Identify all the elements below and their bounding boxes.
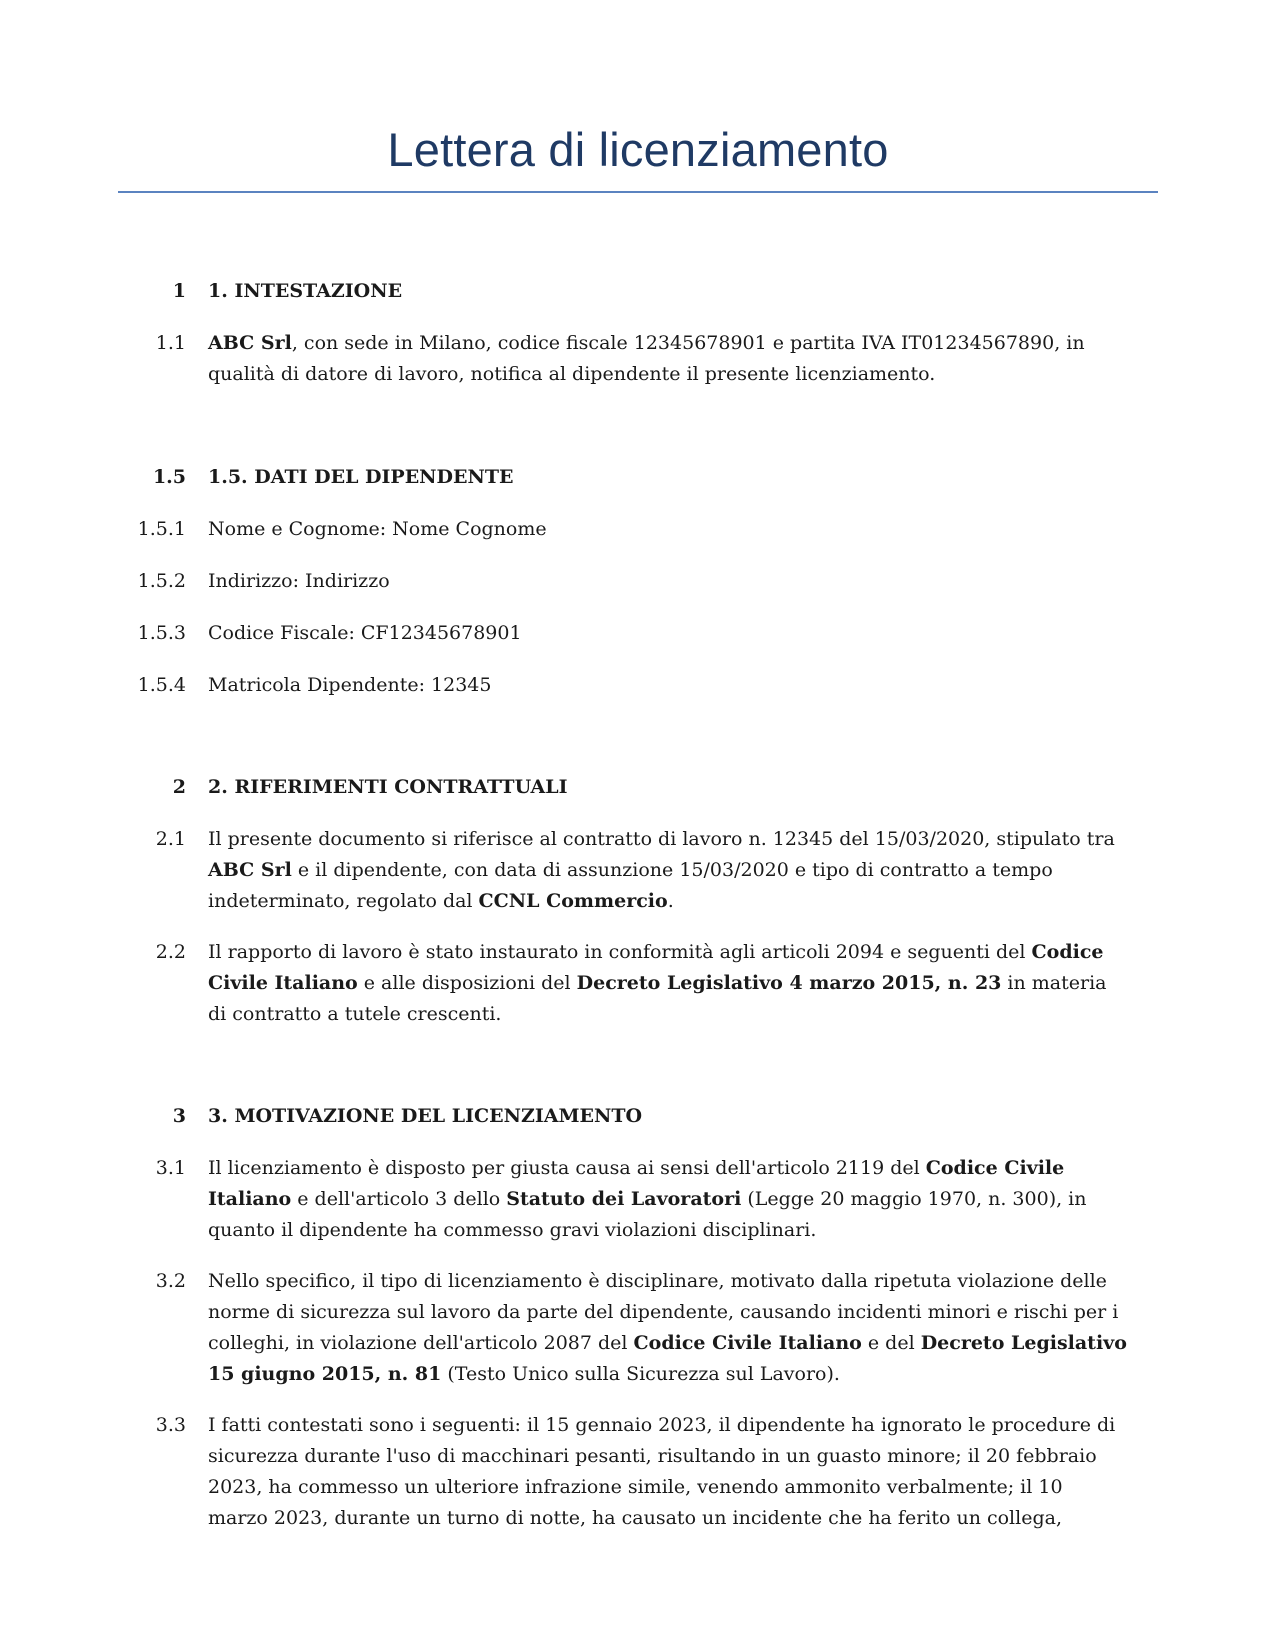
section-title: 1. INTESTAZIONE xyxy=(208,280,403,302)
paragraph-number: 3.3 xyxy=(155,1414,186,1436)
item-text: Codice Fiscale: CF12345678901 xyxy=(208,622,522,644)
item-number: 1.5.3 xyxy=(137,622,186,644)
item-number: 1.5.1 xyxy=(137,518,186,540)
company-name: ABC Srl xyxy=(208,332,292,354)
paragraph-number: 1.1 xyxy=(155,332,186,354)
section-number: 1 xyxy=(172,280,186,302)
section-number: 2 xyxy=(172,776,186,798)
paragraph-number: 3.2 xyxy=(155,1270,186,1292)
item-number: 1.5.4 xyxy=(137,674,186,696)
item-number: 1.5.2 xyxy=(137,570,186,592)
paragraph-text: ABC Srl, con sede in Milano, codice fiscale 12345678901 e partita IVA IT01234567890, in qualità di datore di lavoro, notifica al dipendente il presente licenziamento. xyxy=(208,332,1085,385)
title-underline xyxy=(118,191,1158,193)
paragraph-number: 2.2 xyxy=(155,941,186,963)
section-number: 1.5 xyxy=(152,466,186,488)
paragraph-text: Il licenziamento è disposto per giusta causa ai sensi dell'articolo 2119 del Codice Civile Italiano e dell'articolo 3 dello Statuto dei Lavoratori (Legge 20 maggio 1970, n. 300), in quanto il dipendente ha commesso gravi violazioni disciplinari. xyxy=(208,1157,1087,1241)
section-title: 2. RIFERIMENTI CONTRATTUALI xyxy=(208,776,568,798)
paragraph-text: Il rapporto di lavoro è stato instaurato in conformità agli articoli 2094 e seguenti del Codice Civile Italiano e alle disposizioni del Decreto Legislativo 4 marzo 2015, n. 23 in materia di contratto a tutele crescenti. xyxy=(208,941,1107,1025)
item-text: Indirizzo: Indirizzo xyxy=(208,570,390,592)
section-title: 3. MOTIVAZIONE DEL LICENZIAMENTO xyxy=(208,1105,643,1127)
paragraph-number: 2.1 xyxy=(155,828,186,850)
item-text: Nome e Cognome: Nome Cognome xyxy=(208,518,547,540)
paragraph-number: 3.1 xyxy=(155,1157,186,1179)
paragraph-text: Il presente documento si riferisce al contratto di lavoro n. 12345 del 15/03/2020, stipulato tra ABC Srl e il dipendente, con data di assunzione 15/03/2020 e tipo di contratto a tempo indeterminato, regolato dal CCNL Commercio. xyxy=(208,828,1115,912)
paragraph-text: Nello specifico, il tipo di licenziamento è disciplinare, motivato dalla ripetuta violazione delle norme di sicurezza sul lavoro da parte del dipendente, causando incidenti minori e rischi per i colleghi, in violazione dell'articolo 2087 del Codice Civile Italiano e del Decreto Legislativo 15 giugno 2015, n. 81 (Testo Unico sulla Sicurezza sul Lavoro). xyxy=(208,1270,1127,1385)
document-title: Lettera di licenziamento xyxy=(387,123,889,176)
section-number: 3 xyxy=(172,1105,186,1127)
paragraph-text: I fatti contestati sono i seguenti: il 15 gennaio 2023, il dipendente ha ignorato le procedure di sicurezza durante l'uso di macchinari pesanti, risultando in un guasto minore; il 20 febbraio 2023, ha commesso un ulteriore infrazione simile, venendo ammonito verbalmente; il 10 marzo 2023, durante un turno di notte, ha causato un incidente che ha ferito un collega, xyxy=(208,1414,1116,1529)
item-text: Matricola Dipendente: 12345 xyxy=(208,674,492,696)
section-title: 1.5. DATI DEL DIPENDENTE xyxy=(208,466,514,488)
